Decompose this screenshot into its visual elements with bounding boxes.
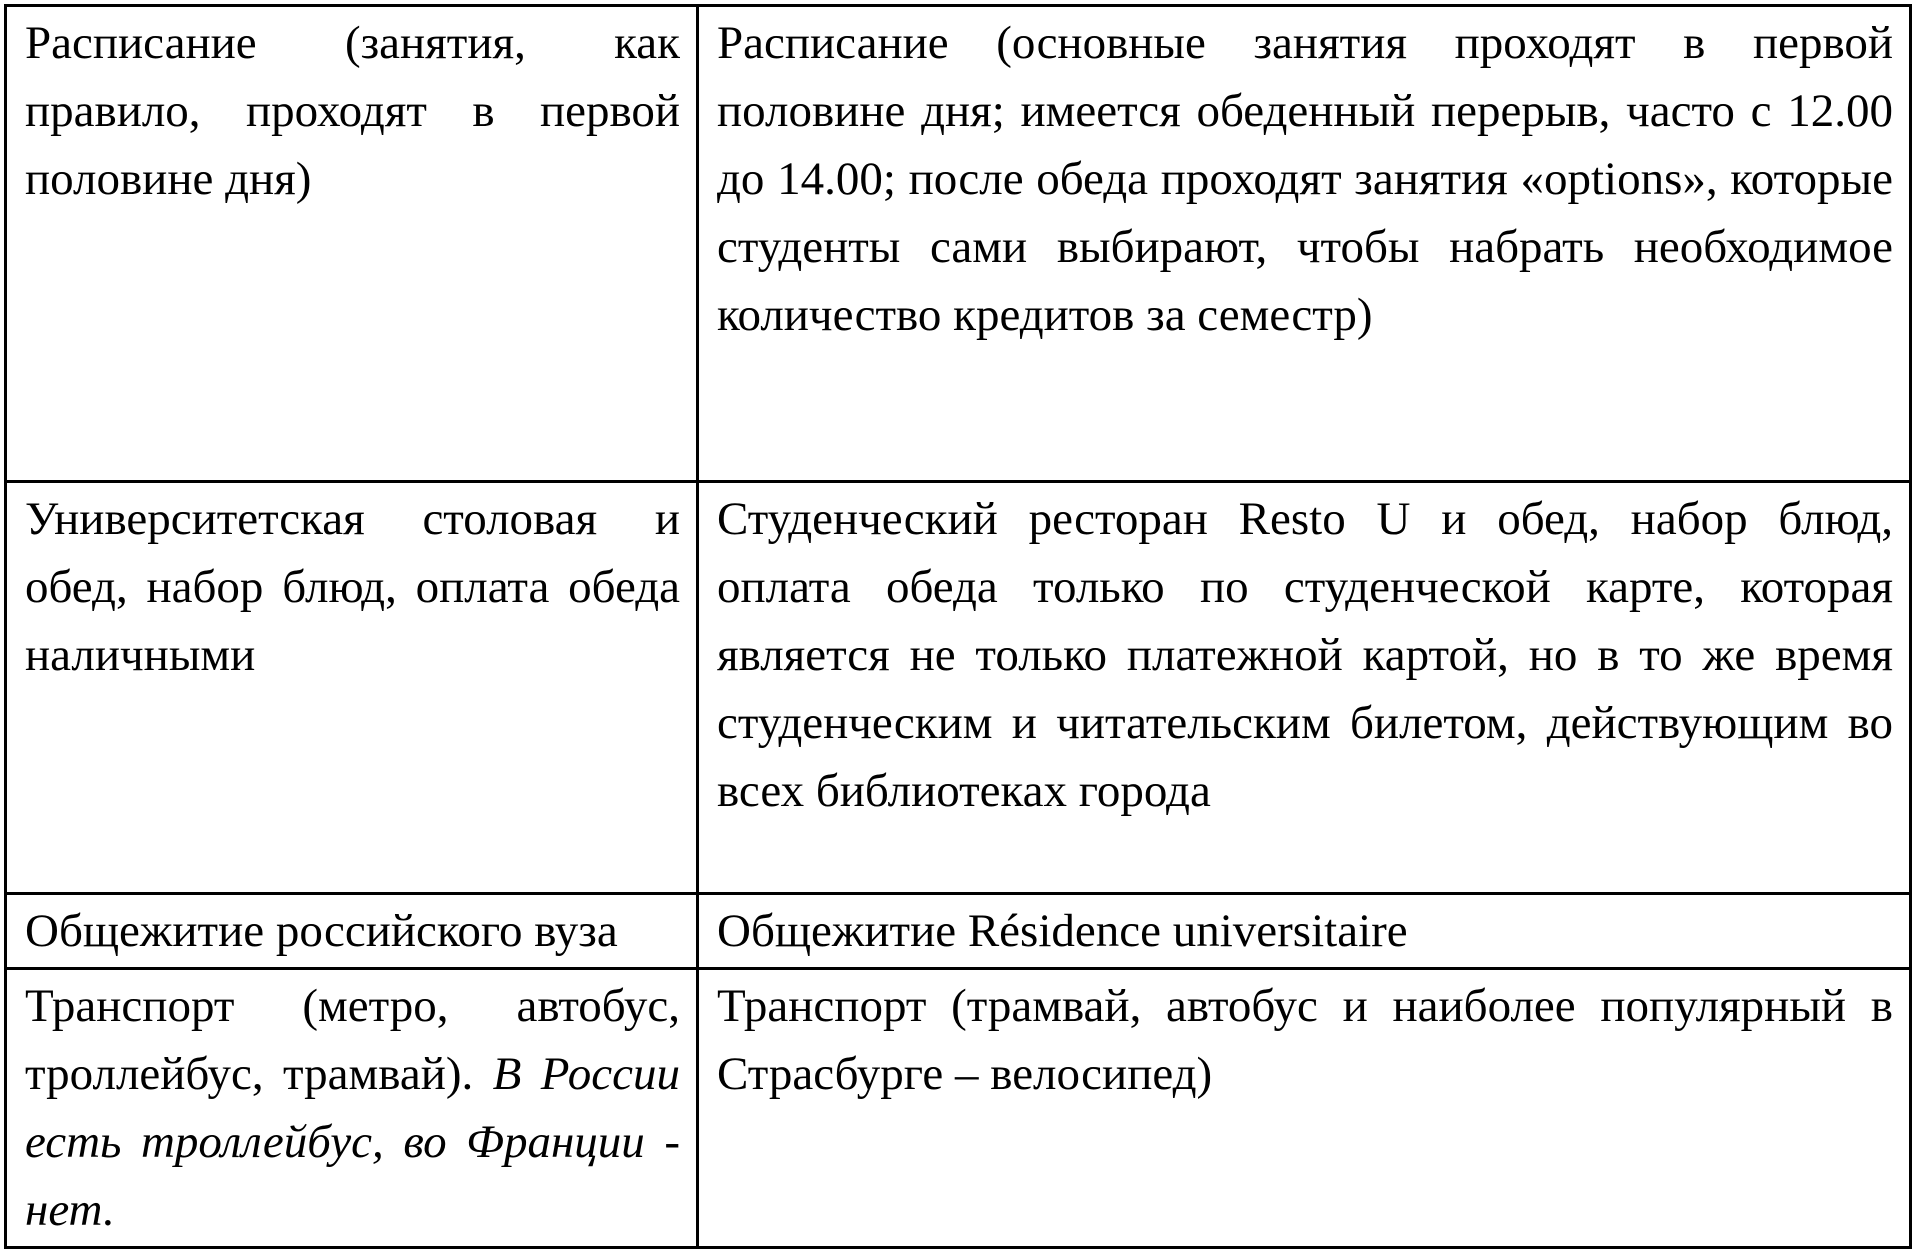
cell-text-normal: Транспорт (метро, автобус, троллейбус, трамвай).	[25, 980, 680, 1100]
table-cell-canteen-france	[698, 482, 1911, 894]
cell-text: Транспорт (трамвай, автобус и наиболее популярный в Страсбурге – велосипед)	[717, 980, 1893, 1100]
table-cell-schedule-france	[698, 6, 1911, 482]
table-row	[6, 6, 1911, 482]
table-row	[6, 894, 1911, 969]
table-cell-transport-france	[698, 969, 1911, 1248]
table-cell-canteen-russia	[6, 482, 698, 894]
table-cell-dormitory-russia	[6, 894, 698, 969]
table-cell-transport-russia	[6, 969, 698, 1248]
cell-text: Студенческий ресторан Resto U и обед, набор блюд, оплата обеда только по студенческой карте, которая является не только платежной картой, но в то же время студенческим и читательским билетом, действующим во всех библиотеках города	[717, 493, 1893, 817]
table-row	[6, 482, 1911, 894]
cell-text: Расписание (основные занятия проходят в первой половине дня; имеется обеденный перерыв, часто с 12.00 до 14.00; после обеда проходят занятия «options», которые студенты сами выбирают, чтобы набрать необходимое количество кредитов за семестр)	[717, 17, 1893, 341]
cell-text: Расписание (занятия, как правило, проходят в первой половине дня)	[25, 17, 680, 205]
table-cell-schedule-russia	[6, 6, 698, 482]
cell-text: Общежитие российского вуза	[25, 905, 618, 957]
cell-text: Университетская столовая и обед, набор блюд, оплата обеда наличными	[25, 493, 680, 681]
table-row	[6, 969, 1911, 1248]
cell-text: Общежитие Résidence universitaire	[717, 905, 1408, 957]
table-cell-dormitory-france	[698, 894, 1911, 969]
comparison-table	[4, 4, 1912, 1249]
cell-text-italic: В России есть троллейбус, во Франции - нет.	[25, 1048, 680, 1236]
